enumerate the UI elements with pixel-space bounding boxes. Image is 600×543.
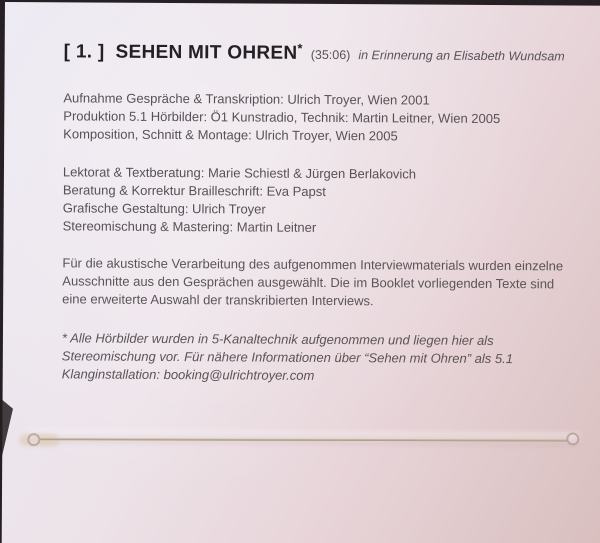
track-number: [ 1. ] [63,41,105,63]
footnote-asterisk: * [297,40,303,56]
left-eyelet-ring-icon [27,433,40,446]
paragraph-line: eine erweiterte Auswahl der transkribierten Interviews. [62,291,374,309]
track-title: SEHEN MIT OHREN [115,41,298,64]
footnote-paragraph [62,329,563,386]
booklet-page [2,2,600,543]
footnote-line: * Alle Hörbilder wurden in 5-Kanaltechnik aufgenommen und liegen hier als [61,330,494,348]
credit-line: Lektorat & Textberatung: Marie Schiestl & Jürgen Berlakovich [62,164,417,182]
right-eyelet-ring-icon [566,432,579,445]
credits-editing-block [63,163,564,238]
credit-line: Beratung & Korrektur Brailleschrift: Eva Papst [62,182,326,199]
footnote-line: Stereomischung vor. Für nähere Informationen über “Sehen mit Ohren” als 5.1 [61,348,514,367]
credit-line: Stereomischung & Mastering: Martin Leitner [62,218,317,235]
credit-line: Komposition, Schnitt & Montage: Ulrich Troyer, Wien 2005 [63,126,398,144]
credit-line: Produktion 5.1 Hörbilder: Ö1 Kunstradio, Technik: Martin Leitner, Wien 2005 [63,108,501,127]
page-content [62,36,565,386]
paragraph-line: Für die akustische Verarbeitung des aufgenommen Interviewmaterials wurden einzelne [62,255,564,274]
credit-line: Grafische Gestaltung: Ulrich Troyer [62,200,266,217]
paragraph-line: Ausschnitte aus den Gesprächen ausgewählt. Die im Booklet vorliegenden Texte sind [62,273,555,292]
track-duration: (35:06) [310,47,351,63]
credits-recording-block [63,89,564,146]
credit-line: Aufnahme Gespräche & Transkription: Ulrich Troyer, Wien 2001 [63,90,430,108]
dedication-text: in Erinnerung an Elisabeth Wundsam [358,48,565,64]
description-paragraph [62,254,563,311]
binding-cord [27,429,579,450]
footnote-line: Klanginstallation: booking@ulrichtroyer.com [61,366,315,383]
track-title-row [64,36,565,67]
